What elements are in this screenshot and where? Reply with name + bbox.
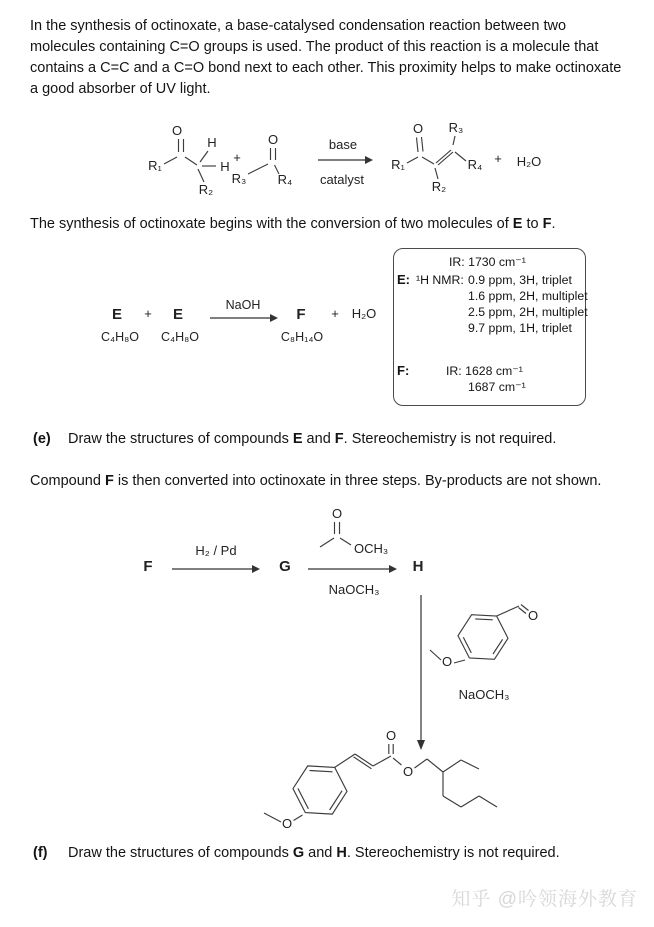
compound-f-ref: F: [104, 473, 114, 489]
plus-sign: +: [233, 150, 241, 165]
compound-g-label: G: [279, 558, 291, 575]
aldol-condensation-scheme: [115, 116, 555, 208]
sentence-text: to: [522, 216, 543, 232]
compound-h-label: H: [412, 558, 424, 575]
atom-label-o: O: [267, 132, 279, 147]
synthesis-sentence: [30, 214, 556, 235]
question-f-label: (f): [33, 845, 48, 861]
atom-label-r3: R₃: [448, 120, 464, 135]
intro-paragraph: [30, 16, 621, 100]
sentence-text: is then converted into octinoxate in three steps. By-products are not shown.: [113, 473, 602, 489]
question-e-label: (e): [33, 431, 51, 447]
compound-f-ref: F: [334, 431, 344, 447]
octinoxate-synthesis-scheme: [125, 498, 555, 833]
step2-base: NaOCH₃: [328, 582, 380, 597]
atom-label-o: O: [412, 121, 424, 136]
arrow-condition-bottom: catalyst: [319, 172, 365, 187]
e-nmr-label: ¹H NMR:: [416, 273, 464, 287]
water-label: H₂O: [351, 306, 377, 321]
intro-line-2: molecules containing C=O groups is used. The product of this reaction is a molecule that: [30, 39, 599, 55]
plus-sign: +: [331, 306, 339, 321]
question-text: Draw the structures of compounds: [68, 845, 293, 861]
sentence-text: Compound: [30, 473, 105, 489]
atom-label-o-methoxy: O: [441, 654, 453, 669]
compound-f-label: F: [296, 306, 306, 323]
atom-label-h-right: H: [220, 159, 230, 174]
zhihu-watermark: 知乎 @吟领海外教育: [451, 889, 638, 910]
arrow-condition-top: base: [328, 137, 358, 152]
plus-sign: +: [144, 306, 152, 321]
atom-label-r2: R₂: [198, 182, 214, 197]
atom-label-o-methoxy: O: [281, 816, 293, 831]
compound-e-ref: E: [292, 431, 303, 447]
f-label: F:: [397, 363, 410, 378]
atom-label-och3: OCH₃: [354, 541, 389, 556]
step3-base: NaOCH₃: [458, 687, 510, 702]
atom-label-o-carbonyl: O: [385, 728, 397, 743]
step3-arrow: [417, 595, 425, 750]
formula-e2: C₄H₈O: [160, 330, 200, 344]
question-f-text: [68, 843, 560, 864]
e-label: E:: [397, 272, 410, 287]
intro-line-1: In the synthesis of octinoxate, a base-catalysed condensation reaction between two: [30, 18, 567, 34]
compound-f-ref: F: [542, 216, 552, 232]
compound-f-sentence: [30, 471, 601, 492]
reaction-arrow: [318, 137, 373, 187]
formula-e1: C₄H₈O: [100, 330, 140, 344]
atom-label-r4: R₄: [467, 157, 483, 172]
sentence-text: The synthesis of octinoxate begins with the conversion of two molecules of: [30, 216, 513, 232]
compound-e-ref: E: [512, 216, 523, 232]
step1-reagent: H₂ / Pd: [195, 543, 237, 558]
compound-e2-label: E: [172, 306, 184, 323]
compound-g-ref: G: [292, 845, 305, 861]
intro-line-4: a good absorber of UV light.: [30, 81, 211, 97]
methyl-acetate-structure: [320, 506, 388, 556]
atom-label-o-ester: O: [402, 764, 414, 779]
intro-line-3: contains a C=C and a C=O bond next to each other. This proximity helps to make octinoxate: [30, 60, 622, 76]
atom-label-r2: R₂: [431, 179, 447, 194]
atom-label-h-top: H: [207, 135, 217, 150]
question-text: . Stereochemistry is not required.: [346, 845, 560, 861]
e-ir-value: IR: 1730 cm⁻¹: [449, 255, 526, 269]
methoxybenzaldehyde-structure: [430, 605, 538, 670]
atom-label-o-cho: O: [527, 608, 539, 623]
octinoxate-structure: [264, 728, 497, 831]
e-nmr-line: 0.9 ppm, 3H, triplet: [468, 273, 572, 287]
question-text: Draw the structures of compounds: [68, 431, 293, 447]
formula-f: C₈H₁₄O: [280, 330, 324, 344]
sentence-text: .: [551, 216, 556, 232]
compound-e1-label: E: [111, 306, 123, 323]
atom-label-o: O: [171, 123, 183, 138]
atom-label-o: O: [331, 506, 343, 521]
plus-sign: +: [494, 151, 502, 166]
question-text: and: [302, 431, 335, 447]
f-ir-value-1: IR: 1628 cm⁻¹: [446, 364, 523, 378]
reactant1-structure: [148, 123, 230, 197]
atom-label-r1: R₁: [148, 158, 162, 173]
e-to-f-scheme: [95, 293, 395, 348]
atom-label-r3: R₃: [231, 171, 247, 186]
e-nmr-line: 2.5 ppm, 2H, multiplet: [468, 305, 588, 319]
question-e-text: [68, 429, 556, 450]
e-nmr-line: 1.6 ppm, 2H, multiplet: [468, 289, 588, 303]
compound-f-label: F: [143, 558, 153, 575]
water-label: H₂O: [516, 154, 542, 169]
spectroscopy-data-box: [393, 248, 586, 406]
compound-h-ref: H: [336, 845, 347, 861]
product-structure: [391, 120, 482, 194]
f-ir-value-2: 1687 cm⁻¹: [468, 380, 526, 394]
atom-label-r1: R₁: [391, 157, 405, 172]
atom-label-r4: R₄: [277, 172, 293, 187]
e-nmr-line: 9.7 ppm, 1H, triplet: [468, 321, 572, 335]
reagent-naoh: NaOH: [225, 298, 261, 312]
question-text: . Stereochemistry is not required.: [343, 431, 557, 447]
question-text: and: [304, 845, 337, 861]
